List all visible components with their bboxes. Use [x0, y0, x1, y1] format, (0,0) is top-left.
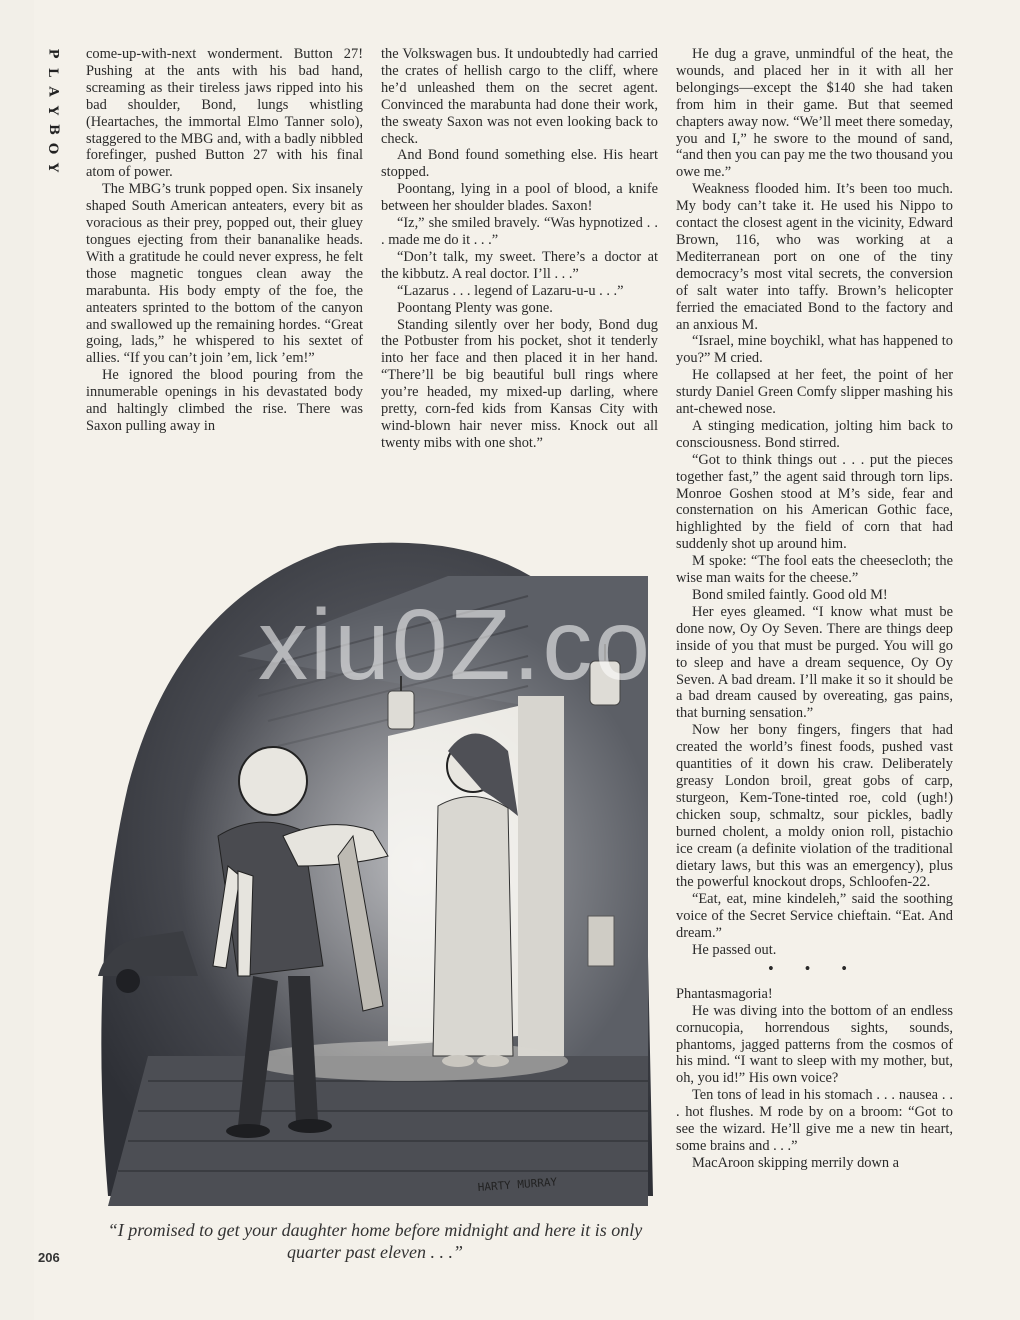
watermark: xiu0Z.co	[258, 589, 652, 701]
mailbox	[588, 916, 614, 966]
paragraph: Weakness flooded him. It’s been too much. My body can’t take it. He used his Nippo to contact the closest agent in the vicinity, Edward Brown, 116, who was working at a Mediterranean port on one of the tiny democracy’s most vital secrets, the conversion of salt water into taffy. Brown’s helicopter ferried the emaciated Bond to the factory and an anxious M.	[676, 181, 953, 333]
paragraph: come-up-with-next wonderment. Button 27! Pushing at the ants with his bad hand, screaming as their tireless jaws ripped into his bad shoulder, Bond, lungs whistling (Heartaches, the immortal Elmo Tanner solo), staggered to the MBG and, with a badly nibbled forefinger, pushed Button 27 with his final atom of power.	[86, 46, 363, 181]
paragraph: He dug a grave, unmindful of the heat, the wounds, and placed her in it with all her belongings—except the $140 she had taken from him in their game. But that seemed chapters away now. “We’ll meet there someday, you and I,” he swore to the mound of sand, “and then you can pay me the two thousand you owe me.”	[676, 46, 953, 181]
masthead-letter: A	[45, 86, 61, 97]
paragraph: He passed out.	[692, 942, 777, 959]
paragraph: He was diving into the bottom of an endless cornucopia, horrendous sights, sounds, phantoms, jagged patterns from the cosmos of his mind. “I want to sleep with my mother, but, oh, you id!” His own voice?	[676, 1002, 953, 1087]
masthead-letter: L	[45, 67, 61, 78]
paragraph: “Iz,” she smiled bravely. “Was hypnotized . . . made me do it . . .”	[381, 215, 658, 248]
paragraph: Standing silently over her body, Bond dug the Potbuster from his pocket, shot it tenderly into her face and then placed it in her hand. “There’ll be big beautiful bull rings where you’re headed, my mixed-up darling, where pretty, corn-fed kids from Kansas City with wind-blown hair never miss. Knock out all twenty mibs with one shot.”	[381, 316, 658, 451]
text-column-1	[86, 46, 363, 435]
paragraph: “Lazarus . . . legend of Lazaru-u-u . . .”	[397, 282, 624, 299]
masthead-letter: B	[45, 124, 61, 135]
paragraph: Her eyes gleamed. “I know what must be done now, Oy Oy Seven. There are things deep inside of you that must be purged. You will go to sleep and have a dream sequence, Oy Oy Seven. A bad dream. I’ll make it so it should be a bad dream caused by overeating, gas pains, that burning sensation.”	[676, 603, 953, 722]
paragraph: “Got to think things out . . . put the pieces together fast,” the agent said through torn lips. Monroe Goshen stood at M’s side, fear and consternation on his American Gothic face, highlighted by the field of corn that had suddenly shot up around him.	[676, 451, 953, 553]
paragraph: M spoke: “The fool eats the cheesecloth; the wise man waits for the cheese.”	[676, 553, 953, 587]
paragraph: Phantasmagoria!	[676, 985, 773, 1002]
paragraph: Ten tons of lead in his stomach . . . nausea . . . hot flushes. M rode by on a broom: “Got to see the wizard. He’ll give me a new tin heart, some brains and . . .”	[676, 1087, 953, 1154]
text-column-2	[381, 46, 658, 452]
paragraph: And Bond found something else. His heart stopped.	[381, 147, 658, 181]
cartoon-illustration	[88, 536, 658, 1206]
paragraph: “Don’t talk, my sweet. There’s a doctor at the kibbutz. A real doctor. I’ll . . .”	[381, 248, 658, 282]
cartoon-signature: HARTY MURRAY	[477, 1175, 558, 1194]
masthead-vertical	[38, 44, 68, 194]
paragraph: MacAroon skipping merrily down a	[692, 1154, 900, 1171]
section-separator: • • •	[768, 960, 861, 977]
paragraph: He collapsed at her feet, the point of her sturdy Daniel Green Comfy slipper mashing his ant-chewed nose.	[676, 367, 953, 418]
paragraph: The MBG’s trunk popped open. Six insanely shaped South American anteaters, every bit as voracious as their prey, popped out, their gluey tongues ejecting from their bananalike heads. With a gratitude he could never express, he felt those magnetic tongues clean away the marabunta. His body empty of the foe, the anteaters sprinted to the bottom of the canyon and swallowed up the remaining hordes. “Great going, lads,” he whispered to his sextet of allies. “If you can’t join ’em, lick ’em!”	[86, 181, 363, 367]
paragraph: “Eat, eat, mine kindeleh,” said the soothing voice of the Secret Service chieftain. “Eat. And dream.”	[676, 891, 953, 942]
masthead-letter: P	[45, 48, 61, 59]
page-number: 206	[38, 1250, 60, 1265]
paragraph: Poontang, lying in a pool of blood, a knife between her shoulder blades. Saxon!	[381, 181, 658, 215]
paragraph: Now her bony fingers, fingers that had created the world’s finest foods, pushed vast quantities of it down his craw. Deliberately greasy London broil, great gobs of carp, sturgeon, Kem-Tone-tinted roe, cold (ugh!) chicken soup, schmaltz, sour pickles, badly burned cholent, a moldy onion roll, pistachio ice cream (a definite violation of the traditional dietary laws, but this was an emergency), plus the powerful knockout drops, Schloofen-22.	[676, 722, 953, 891]
masthead-letter: Y	[45, 105, 61, 116]
cartoon-caption: “I promised to get your daughter home before midnight and here it is only quarter past eleven . . .”	[107, 1220, 643, 1262]
paragraph: Poontang Plenty was gone.	[397, 299, 553, 316]
text-column-3	[676, 46, 953, 1172]
paragraph: “Israel, mine boychikl, what has happened to you?” M cried.	[676, 333, 953, 367]
paragraph: the Volkswagen bus. It undoubtedly had carried the crates of hellish cargo to the cliff, where he’d unleashed them on the secret agent. Convinced the marabunta had done their work, the sweaty Saxon was not even looking back to check.	[381, 46, 658, 147]
paragraph: A stinging medication, jolting him back to consciousness. Bond stirred.	[676, 417, 953, 451]
door-frame	[518, 696, 564, 1056]
page-gutter	[0, 0, 34, 1320]
paragraph: He ignored the blood pouring from the innumerable openings in his devastated body and haltingly climbed the rise. There was Saxon pulling away in	[86, 367, 363, 434]
masthead-letter: O	[45, 142, 61, 155]
paragraph: Bond smiled faintly. Good old M!	[692, 587, 888, 603]
masthead-letter: Y	[45, 162, 61, 173]
